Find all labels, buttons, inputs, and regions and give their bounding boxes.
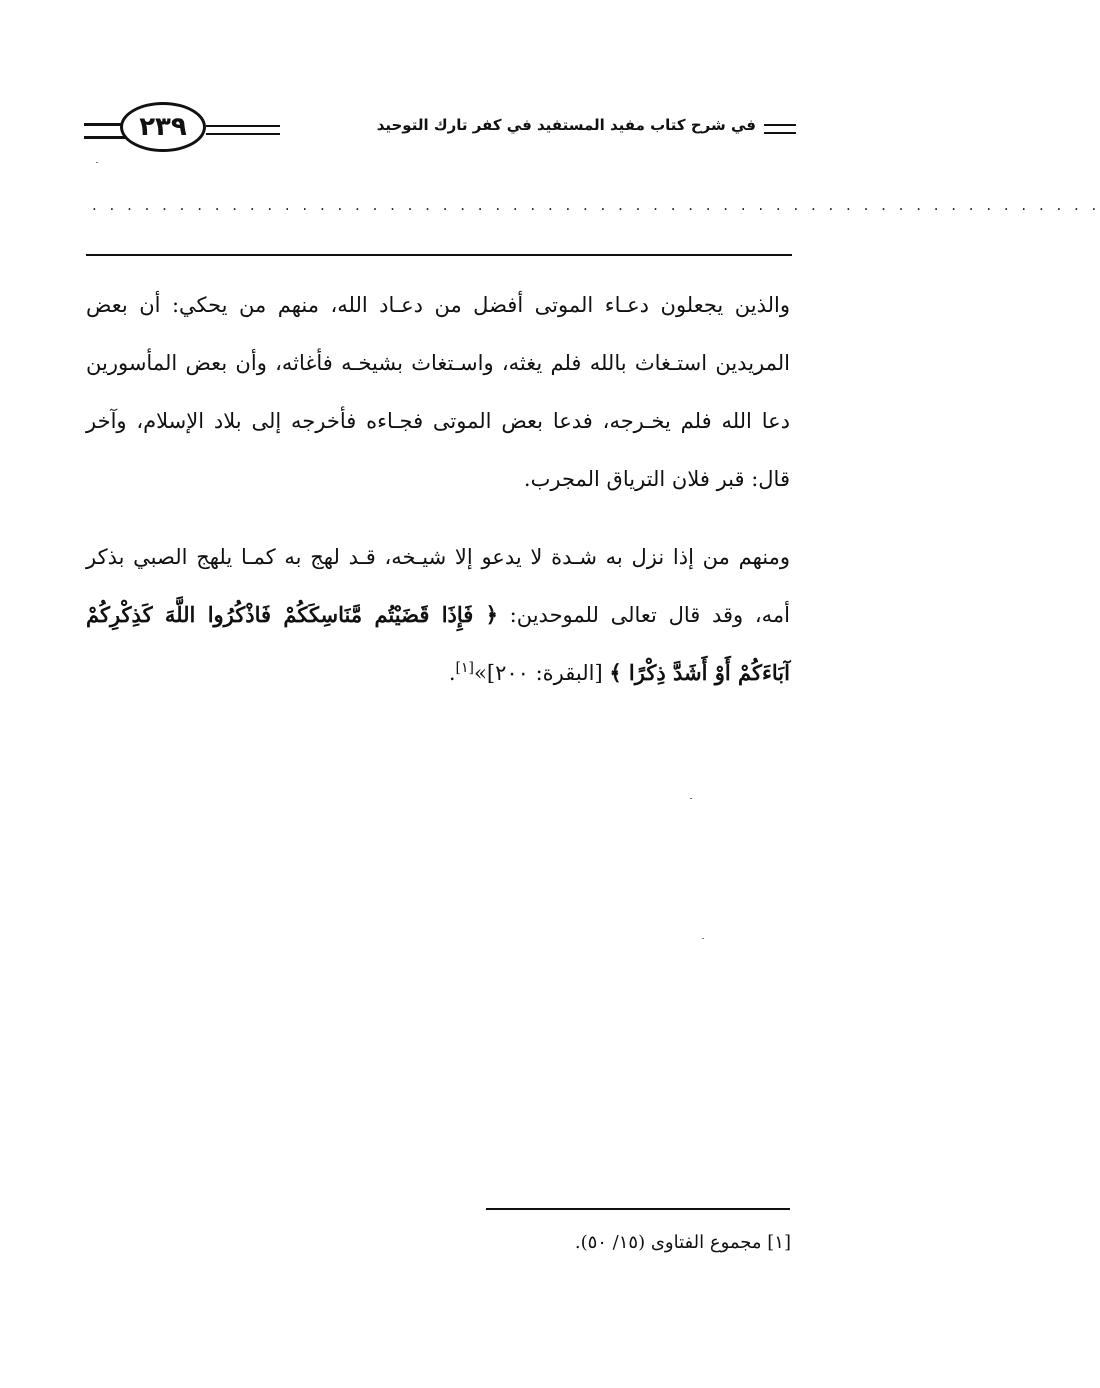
footnote-reference[interactable]: [١] — [455, 660, 475, 676]
paragraph-2-text: ومنهم من إذا نزل به شـدة لا يدعو إلا شيـخه، قـد لهج به كمـا يلهج الصبي بذكر أمه، وقد قال تعالى للموحدين: — [86, 545, 790, 627]
header-middle-rule — [206, 125, 280, 135]
paragraph-2 — [86, 528, 790, 702]
footnote-rule — [486, 1208, 790, 1210]
quran-verse: ﴿ فَإِذَا قَضَيْتُم مَّنَاسِكَكُمْ فَاذْكُرُوا اللَّهَ كَذِكْرِكُمْ آبَاءَكُمْ أَوْ أَشَدَّ ذِكْرًا ﴾ — [86, 602, 790, 685]
top-rule — [86, 254, 792, 256]
dotted-separator: . . . . . . . . . . . . . . . . . . . . . . . . . . . . . . . . . . . . . . . . . . . . . . . . . . . . . . . . . . — [92, 196, 1100, 214]
scan-speck — [702, 938, 704, 939]
running-title: في شرح كتاب مفيد المستفيد في كفر تارك التوحيد — [376, 116, 756, 134]
page-number: ٢٣٩ — [120, 102, 206, 152]
paragraph-1: والذين يجعلون دعـاء الموتى أفضل من دعـاد الله، منهم من يحكي: أن بعض المريدين استـغاث بالله فلم يغثه، واسـتغاث بشيخـه فأغاثه، وأن بعض المأسورين دعا الله فلم يخـرجه، فدعا بعض الموتى فجـاءه فأخرجه إلى بلاد الإسلام، وآخر قال: قبر فلان الترياق المجرب. — [86, 293, 790, 491]
paragraph-2-end: . — [448, 661, 456, 685]
footnote: [١] مجموع الفتاوى (١٥/ ٥٠). — [574, 1232, 791, 1253]
header-right-dash — [764, 124, 796, 134]
page-header — [84, 96, 796, 166]
scan-speck — [96, 162, 98, 163]
verse-citation: [البقرة: ٢٠٠]» — [474, 661, 610, 685]
main-text — [86, 276, 790, 702]
scan-speck — [690, 798, 692, 799]
